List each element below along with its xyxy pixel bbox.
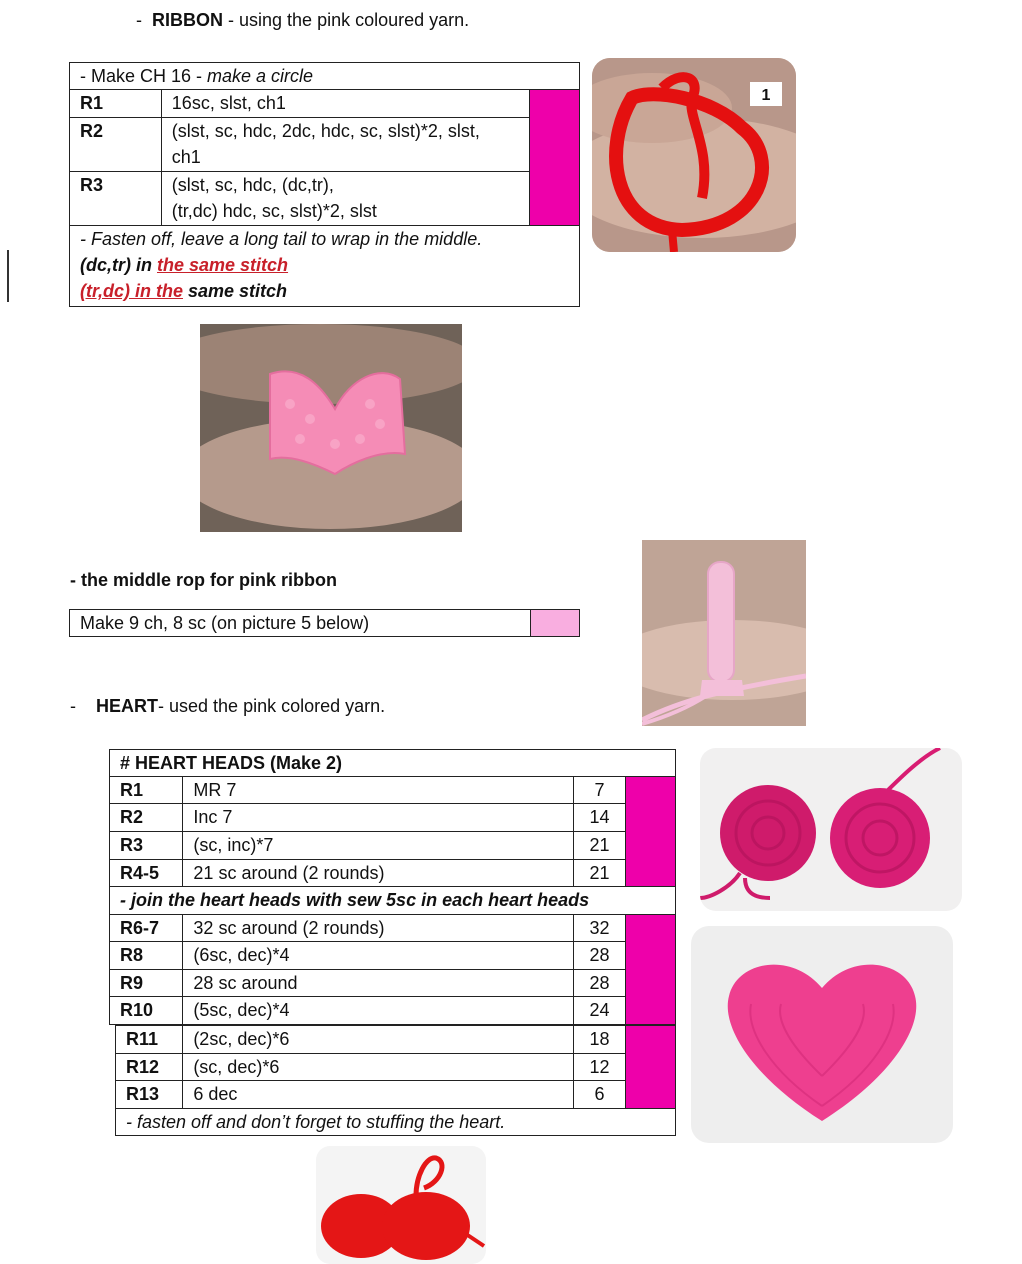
table-row: R4-5 21 sc around (2 rounds) 21: [110, 860, 676, 887]
table-row: R10 (5sc, dec)*4 24: [110, 997, 676, 1025]
margin-change-bar: [7, 250, 9, 302]
photo-badge: 1: [761, 87, 771, 104]
middle-color-swatch: [531, 610, 580, 637]
heart-heads-photo: [700, 748, 962, 911]
ribbon-table-header: - Make CH 16 - make a circle: [70, 63, 580, 90]
pink-strip-photo: [642, 540, 806, 726]
pink-bow-photo: [200, 324, 462, 532]
table-row: R1 MR 7 7: [110, 777, 676, 804]
heart-color-swatch: [626, 915, 676, 1025]
table-row: R2 (slst, sc, hdc, 2dc, hdc, sc, slst)*2, slst, ch1: [70, 118, 580, 172]
heart-heading: - HEART- used the pink colored yarn.: [70, 696, 386, 716]
ribbon-color-swatch: [530, 90, 580, 226]
heart-color-swatch: [626, 777, 676, 887]
ribbon-notes-row: - Fasten off, leave a long tail to wrap in the middle. (dc,tr) in the same stitch (tr,dc) in the same stitch: [70, 226, 580, 307]
table-row: R1 16sc, slst, ch1: [70, 90, 580, 118]
pink-heart-photo: [691, 926, 953, 1143]
table-row: R3 (sc, inc)*7 21: [110, 832, 676, 860]
heart-table-bottom: [115, 1025, 676, 1136]
red-ring-photo: [592, 58, 796, 252]
ribbon-heading: - RIBBON - using the pink coloured yarn.: [136, 10, 470, 30]
table-row: R8 (6sc, dec)*4 28: [110, 942, 676, 970]
table-row: Make 9 ch, 8 sc (on picture 5 below): [70, 610, 580, 637]
table-row: R13 6 dec 6: [116, 1081, 676, 1109]
ribbon-table: [69, 62, 580, 307]
heart-color-swatch: [626, 1026, 676, 1109]
final-note: - fasten off and don’t forget to stuffing the heart.: [116, 1109, 676, 1136]
table-row: R9 28 sc around 28: [110, 970, 676, 997]
table-row: R3 (slst, sc, hdc, (dc,tr), (tr,dc) hdc, sc, slst)*2, slst: [70, 172, 580, 226]
middle-rop-heading: - the middle rop for pink ribbon: [70, 570, 337, 590]
table-row: R2 Inc 7 14: [110, 804, 676, 832]
red-heart-photo: [316, 1146, 486, 1264]
heart-table-title: # HEART HEADS (Make 2): [110, 750, 676, 777]
table-row: R6-7 32 sc around (2 rounds) 32: [110, 915, 676, 942]
table-row: R11 (2sc, dec)*6 18: [116, 1026, 676, 1054]
table-row: R12 (sc, dec)*6 12: [116, 1054, 676, 1081]
heart-table-top: [109, 749, 676, 1025]
middle-rop-table: [69, 609, 580, 637]
join-note: - join the heart heads with sew 5sc in each heart heads: [110, 887, 676, 915]
